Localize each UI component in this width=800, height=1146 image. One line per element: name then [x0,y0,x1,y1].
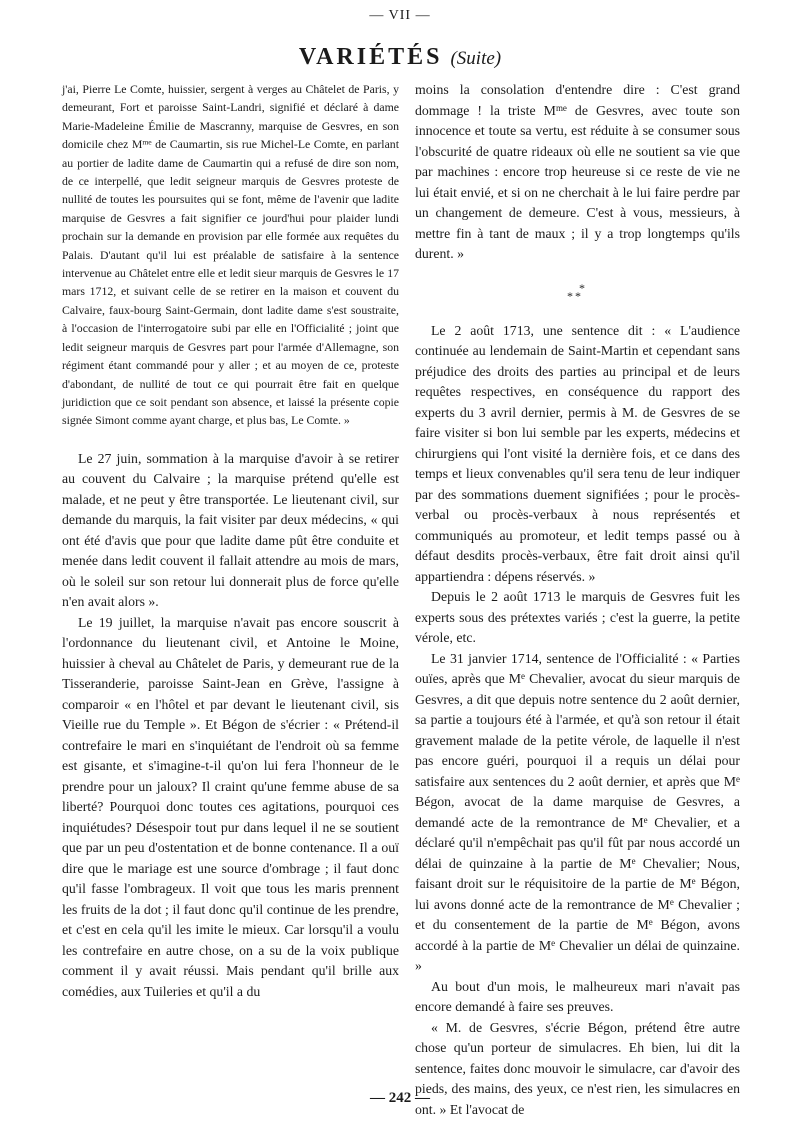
asterism-separator [415,265,740,321]
page-number: — 242 — [370,1090,430,1106]
quoted-act-paragraph: j'ai, Pierre Le Comte, huissier, sergent à verges au Châtelet de Paris, y demeurant, Fort et paroisse Saint-Landri, signifié et déclaré à dame Marie-Madeleine Émilie de Mascranny, marquise de Gesvres, en son domicile chez $M^{me}$ de Caumartin, sis rue Michel-Le Comte, en parlant au portier de ladite dame de Caumartin qui a refusé de dire son nom, de ce interpellé, que ledit seigneur marquis de Gesvres proteste de nullité de toutes les poursuites qui se font, même de l'avenir que ladite marquise de Gesvres a fait signifier ce jourd'hui pour plaider lundi prochain sur la demande en provision par elle formée aux requêtes du Palais. D'autant qu'il lui est préalable de satisfaire à la sentence intervenue au Châtelet entre elle et ledit sieur marquis de Gesvres le 17 mars 1712, et suivant celle de se retirer en la maison et couvent du Calvaire, faux-bourg Saint-Germain, dont ladite dame s'est soustraite, à l'occasion de l'interrogatoire subi par elle en l'Officialité ; joint que ledit seigneur marquis de Gesvres part pour l'armée d'Allemagne, son régiment étant commandé pour y aller ; et au moyen de ce, proteste d'abondant, de nullité de tout ce qui pourrait être fait en quelque juridiction que ce soit pendant son absence, et laissé la présente copie signée Simont comme ayant charge, et plus bas, Le Comte. » [62,82,399,428]
paragraph-gap [62,430,399,449]
paragraph-31-janvier-1714: Le 31 janvier 1714, sentence de l'Officialité : « Parties ouïes, après que Me Chevalier, avocat du sieur marquis de Gesvres, a dit que depuis notre sentence du 2 août dernier, sa partie a toujours été à l'armée, et qu'à son retour il était gravement malade de la petite vérole, de laquelle il n'est pas encore guéri, pourquoi il a requis un délai pour satisfaire aux sentences du 2 août dernier, et après que Me Bégon, avocat de la dame marquise de Gesvres, a demandé acte de la remontrance de Me Chevalier, et a déclaré qu'il n'empêchait pas qu'il fût par nous accordé un délai de quinzaine à la partie de Me Chevalier; Nous, faisant droit sur le réquisitoire de la partie de Me Bégon, lui avons donné acte de la remontrance de Me Chevalier ; et du consentement de la partie de Me Bégon, avons accordé à la partie de Me Chevalier un délai de quinzaine. » [415,650,740,973]
paragraph-2-aout-1713: Le 2 août 1713, une sentence dit : « L'audience continuée au lendemain de Saint-Martin et cependant sans préjudice des droits des parties au principal et de leurs requêtes respectives, en conséquence du rapport des experts du 3 avril dernier, permis à M. de Gesvres de se faire visiter si bon lui semble par les experts, médecins et chirurgiens qui l'ont visité la dernière fois, et ce dans des temps et lieux convenables qu'il sera tenu de leur indiquer par des sommations duement signifiées ; pour le procès-verbal ou procès-verbaux à nous représentés et communiqués au promoteur, et ledit temps passé ou à défaut desdits procès-verbaux, être fait droit ainsi qu'il appartiendra : dépens réservés. » [415,322,740,584]
section-title: VARIÉTÉS [298,44,443,70]
continued-quote-paragraph: moins la consolation d'entendre dire : C'est grand dommage ! la triste $M^{me}$ de Gesvres, avec toute son innocence et toute sa vertu, est réduite à se consumer sous l'obscurité de quatre rideaux où elle ne soutient sa vie que par machines : encore trop heureuse si ce reste de vie ne lui était envié, et si on ne cherchait à le lui faire perdre par un changement de demeure. C'est à vous, messieurs, à mettre fin à tant de maux ; il y a trop longtemps qu'ils durent. » [415,82,740,261]
section-heading [0,42,800,75]
left-column [62,80,399,1002]
asterism-top-star: * [579,280,585,295]
paragraph-depuis: Depuis le 2 août 1713 le marquis de Gesvres fuit les experts sous des prétextes variés ; c'est la guerre, la petite vérole, etc. [415,589,740,645]
paragraph-au-bout-dun-mois: Au bout d'un mois, le malheureux mari n'avait pas encore demandé à faire ses preuves. [415,978,740,1014]
asterism-bottom-stars: ** [567,288,583,303]
paragraph-27-juin: Le 27 juin, sommation à la marquise d'avoir à se retirer au couvent du Calvaire ; la marquise prétend qu'elle est malade, et ne peut y être transportée. Le lieutenant civil, sur demande du marquis, la fait visiter par deux médecins, « qui ont été d'avis que pour que ladite dame pût être conduite et menée dans ledit couvent il fallait attendre au mois de mars, où le soleil sur son retour lui donnerait plus de force qu'elle n'en avait alors ». [62,450,399,610]
roman-page-number: — VII — [369,8,431,23]
paragraph-begon-simulacres: « M. de Gesvres, s'écrie Bégon, prétend être autre chose qu'un porteur de simulacres. Eh bien, lui dit la sentence, faites donc mouvoir le simulacre, car d'avoir des pieds, des mains, des yeux, ce n'est rien, les simulacres en ont. » Et l'avocat de [415,1019,740,1117]
right-column [415,80,740,1120]
section-subtitle: (Suite) [450,48,502,69]
paragraph-19-juillet: Le 19 juillet, la marquise n'avait pas encore souscrit à l'ordonnance du lieutenant civil, et Antoine le Moine, huissier à cheval au Châtelet de Paris, y demeurant rue de la Tisseranderie, paroisse Saint-Jean en Grève, l'assigne à comparoir « en l'hôtel et par devant le lieutenant civil, sis Vieille rue du Temple ». Et Bégon de s'écrier : « Prétend-il contrefaire le mari en s'inquiétant de l'endroit où sa femme est gisante, et s'imagine-t-il qu'on lui fera l'honneur de le prendre pour un jaloux? Il craint qu'une femme abuse de sa liberté? Pourquoi donc toutes ces agitations, pourquoi ces inquiétudes? Désespoir tout pur dans lequel il ne se soutient que par un peu d'ostentation et de bonne contenance. Il a ouï dire que le mariage est une source d'ombrage ; il faut donc qu'il fasse l'ombrageux. Il voit que tous les maris prennent les fruits de la dot ; il faut donc qu'il continue de les prendre, et c'est en cela qu'il les imite le mieux. Car lorsqu'il a voulu les contrefaire en autre chose, on a su de la voix publique comment il y avait réussi. Mais pendant qu'il brille aux comédies, aux Tuileries et qu'il a du [62,614,399,999]
